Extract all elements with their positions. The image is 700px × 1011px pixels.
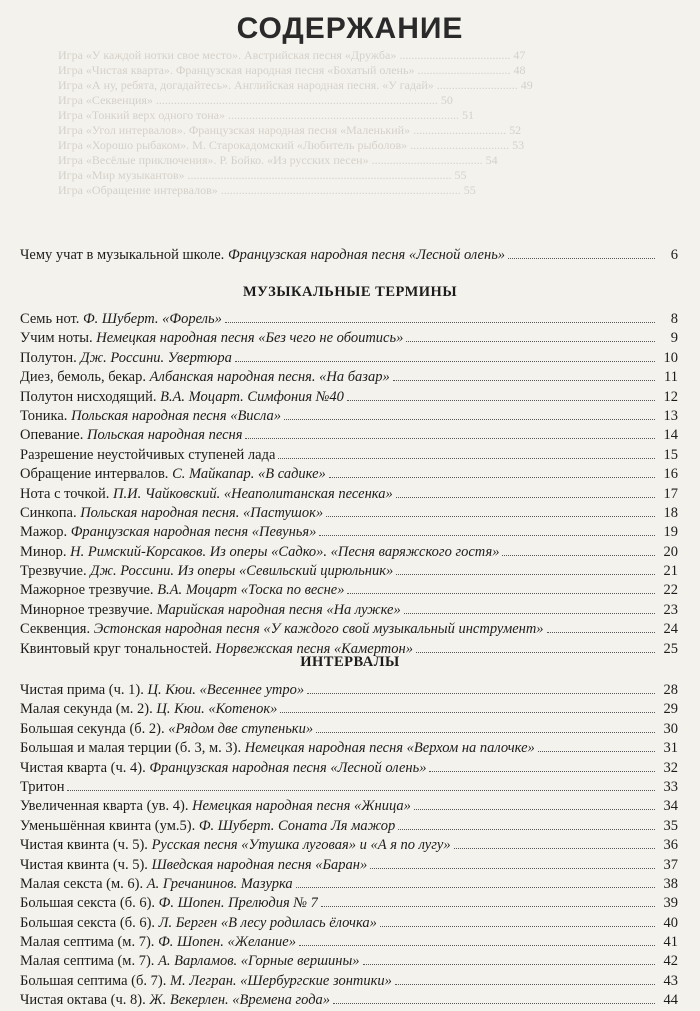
entry-topic: Большая секста (б. 6). xyxy=(20,895,156,912)
entry-work: Эстонская народная песня «У каждого свой музыкальный инструмент» xyxy=(93,621,544,638)
entry-topic: Квинтовый круг тональностей. xyxy=(20,640,212,657)
bleed-through-text: Игра «У каждой нотки свое место». Австрийская песня «Дружба» ..................................... 47 Игра «Чистая кварта». Французская народная песня «Бохатый олень» ............................... 48 Игра «А ну, ребята, догадайтесь». Английская народная песня. «У гадай» ........................... 49 Игра «Секвенция» .............................................................................................. 50 Игра «Тонкий верх одного тона» ............................................................................. 51 Игра «Угол интервалов». Французская народная песня «Маленький» ............................... 52 Игра «Хорошо рыбаком». М. Старокадомский «Любитель рыболов» ................................. 53 Игра «Весёлые приключения». Р. Бойко. «Из русских песен» ..................................... 54 Игра «Мир музыкантов» ........................................................................................ 55 Игра «Обращение интервалов» ................................................................................ 55 xyxy=(58,48,533,197)
toc-entry[interactable] xyxy=(20,836,678,855)
dot-leader xyxy=(299,945,655,946)
entry-text xyxy=(20,543,499,562)
entry-topic: Учим ноты. xyxy=(20,330,93,347)
entry-page-number: 31 xyxy=(663,740,678,757)
entry-topic: Малая секунда (м. 2). xyxy=(20,701,153,718)
toc-entry[interactable] xyxy=(20,620,678,639)
entry-page-number: 38 xyxy=(663,875,678,892)
dot-leader xyxy=(538,751,655,752)
entry-topic: Трезвучие. xyxy=(20,563,87,580)
entry-text xyxy=(20,581,344,600)
entry-text xyxy=(20,485,393,504)
entry-text xyxy=(20,856,367,875)
entry-text xyxy=(20,972,392,991)
dot-leader xyxy=(396,574,655,575)
dot-leader xyxy=(406,341,655,342)
entry-work: А. Варламов. «Горные вершины» xyxy=(158,953,360,970)
entry-text xyxy=(20,446,275,465)
entry-page-number: 19 xyxy=(663,524,678,541)
toc-entry[interactable] xyxy=(20,465,678,484)
entry-page-number: 18 xyxy=(663,504,678,521)
entry-text xyxy=(20,426,242,445)
dot-leader xyxy=(296,887,655,888)
dot-leader xyxy=(396,497,655,498)
entry-work: Французская народная песня «Певунья» xyxy=(70,524,317,541)
entry-page-number: 22 xyxy=(663,582,678,599)
dot-leader xyxy=(225,322,655,323)
entry-work: Русская песня «Утушка луговая» и «А я по лугу» xyxy=(151,837,451,854)
entry-page-number: 32 xyxy=(663,759,678,776)
entry-topic: Обращение интервалов. xyxy=(20,466,169,483)
toc-entry[interactable] xyxy=(20,991,678,1010)
entry-page-number: 34 xyxy=(663,798,678,815)
dot-leader xyxy=(326,516,655,517)
toc-entry[interactable] xyxy=(20,933,678,952)
toc-entry[interactable] xyxy=(20,246,678,265)
entry-work: В.А. Моцарт «Тоска по весне» xyxy=(157,582,345,599)
entry-page-number: 44 xyxy=(663,992,678,1009)
entry-work: Польская народная песня. «Пастушок» xyxy=(80,504,324,521)
toc-entry[interactable] xyxy=(20,368,678,387)
entry-text xyxy=(20,797,411,816)
entry-page-number: 14 xyxy=(663,427,678,444)
entry-page-number: 20 xyxy=(663,543,678,560)
toc-entry[interactable] xyxy=(20,778,678,797)
toc-entry[interactable] xyxy=(20,797,678,816)
dot-leader xyxy=(404,613,655,614)
entry-text xyxy=(20,523,316,542)
entry-work: Ц. Кюи. «Весеннее утро» xyxy=(147,682,305,698)
toc-entry[interactable] xyxy=(20,388,678,407)
toc-entry[interactable] xyxy=(20,329,678,348)
entry-text xyxy=(20,368,390,387)
entry-text xyxy=(20,601,401,620)
entry-topic: Большая и малая терции (б. 3, м. 3). xyxy=(20,740,242,757)
entry-work: Ф. Шопен. «Желание» xyxy=(158,934,296,951)
entry-work: Албанская народная песня. «На базар» xyxy=(149,369,390,386)
entry-topic: Полутон нисходящий. xyxy=(20,388,157,405)
entry-topic: Малая септима (м. 7). xyxy=(20,934,155,951)
entry-text xyxy=(20,465,326,484)
entry-page-number: 23 xyxy=(663,601,678,618)
entry-topic: Минор. xyxy=(20,543,67,560)
entry-page-number: 9 xyxy=(670,330,678,347)
dot-leader xyxy=(395,984,655,985)
toc-entry[interactable] xyxy=(20,349,678,368)
entry-text xyxy=(20,504,323,523)
entry-work: Н. Римский-Корсаков. Из оперы «Садко». «Песня варяжского гостя» xyxy=(70,543,500,560)
entry-page-number: 42 xyxy=(663,953,678,970)
entry-text xyxy=(20,933,296,952)
entry-work: Дж. Россини. Из оперы «Севильский цирюльник» xyxy=(90,563,394,580)
entry-work: Ф. Шуберт. Соната Ля мажор xyxy=(198,817,396,834)
entry-topic: Семь нот. xyxy=(20,311,80,327)
entry-page-number: 10 xyxy=(663,349,678,366)
entry-text xyxy=(20,759,426,778)
dot-leader xyxy=(319,535,655,536)
toc-entry[interactable] xyxy=(20,581,678,600)
dot-leader xyxy=(278,458,655,459)
dot-leader xyxy=(429,771,655,772)
entry-page-number: 11 xyxy=(664,369,678,386)
entry-page-number: 21 xyxy=(663,563,678,580)
entry-topic: Нота с точкой. xyxy=(20,485,110,502)
dot-leader xyxy=(416,652,655,653)
entry-work: Ж. Векерлен. «Времена года» xyxy=(149,992,331,1009)
entry-text xyxy=(20,681,304,700)
toc-entry[interactable] xyxy=(20,720,678,739)
dot-leader xyxy=(380,926,655,927)
entry-work: Ф. Шопен. Прелюдия № 7 xyxy=(158,895,318,912)
intro-entry xyxy=(20,246,678,265)
toc-entry[interactable] xyxy=(20,681,678,700)
entry-work: Ф. Шуберт. «Форель» xyxy=(83,311,222,327)
entry-topic: Большая септима (б. 7). xyxy=(20,972,167,989)
dot-leader xyxy=(245,438,655,439)
dot-leader xyxy=(280,712,655,713)
entry-text xyxy=(20,952,360,971)
entry-topic: Разрешение неустойчивых ступеней лада xyxy=(20,446,276,463)
toc-entry[interactable] xyxy=(20,894,678,913)
entry-text xyxy=(20,388,344,407)
toc-entry[interactable] xyxy=(20,446,678,465)
entry-topic: Чистая квинта (ч. 5). xyxy=(20,837,148,854)
dot-leader xyxy=(284,419,655,420)
entry-page-number: 33 xyxy=(663,778,678,795)
entry-work: Польская народная песня xyxy=(86,427,243,444)
dot-leader xyxy=(307,693,655,694)
entry-topic: Полутон. xyxy=(20,349,77,366)
entry-page-number: 41 xyxy=(663,934,678,951)
entry-work: Ц. Кюи. «Котенок» xyxy=(156,701,278,718)
dot-leader xyxy=(393,380,655,381)
entry-text xyxy=(20,700,277,719)
entry-page-number: 15 xyxy=(663,446,678,463)
entry-work: Немецкая народная песня «Без чего не обоитись» xyxy=(96,330,404,347)
entry-work: Шведская народная песня «Баран» xyxy=(151,856,368,873)
toc-entry[interactable] xyxy=(20,562,678,581)
entry-topic: Секвенция. xyxy=(20,621,91,638)
entry-text xyxy=(20,991,330,1010)
dot-leader xyxy=(321,906,655,907)
entry-work: Л. Берген «В лесу родилась ёлочка» xyxy=(158,914,377,931)
entry-text xyxy=(20,739,535,758)
dot-leader xyxy=(67,790,655,791)
entry-text xyxy=(20,329,403,348)
toc-entry[interactable] xyxy=(20,523,678,542)
dot-leader xyxy=(414,809,655,810)
entry-work: С. Майкапар. «В садике» xyxy=(172,466,326,483)
entry-work: Французская народная песня «Лесной олень» xyxy=(227,247,506,263)
entry-topic: Увеличенная кварта (ув. 4). xyxy=(20,798,189,815)
entry-page-number: 8 xyxy=(670,311,678,327)
entry-work: Польская народная песня «Висла» xyxy=(71,407,281,424)
entry-topic: Тритон xyxy=(20,778,65,795)
entry-work: Марийская народная песня «На лужке» xyxy=(156,601,401,618)
entry-text xyxy=(20,836,451,855)
entry-page-number: 16 xyxy=(663,466,678,483)
toc-entry[interactable] xyxy=(20,407,678,426)
dot-leader xyxy=(235,361,655,362)
entry-work: П.И. Чайковский. «Неаполитанская песенка» xyxy=(113,485,393,502)
entry-text xyxy=(20,894,318,913)
entry-text xyxy=(20,310,222,329)
entry-work: Дж. Россини. Увертюра xyxy=(80,349,232,366)
dot-leader xyxy=(316,732,655,733)
entry-topic: Уменьшённая квинта (ум.5). xyxy=(20,817,196,834)
toc-entry[interactable] xyxy=(20,543,678,562)
entry-topic: Большая секунда (б. 2). xyxy=(20,720,165,737)
toc-entry[interactable] xyxy=(20,310,678,329)
section-heading-intervals: ИНТЕРВАЛЫ xyxy=(300,654,400,670)
entry-topic: Чистая октава (ч. 8). xyxy=(20,992,146,1009)
entry-page-number: 35 xyxy=(663,817,678,834)
dot-leader xyxy=(347,593,655,594)
entry-topic: Мажор. xyxy=(20,524,68,541)
entry-topic: Мажорное трезвучие. xyxy=(20,582,154,599)
toc-entry[interactable] xyxy=(20,426,678,445)
entry-page-number: 13 xyxy=(663,407,678,424)
entry-work: Французская народная песня «Лесной олень» xyxy=(149,759,427,776)
dot-leader xyxy=(333,1003,655,1004)
entry-work: Норвежская песня «Камертон» xyxy=(215,640,413,657)
entry-work: «Рядом две ступеньки» xyxy=(168,720,314,737)
entry-text xyxy=(20,246,505,265)
entry-text xyxy=(20,720,313,739)
toc-entry[interactable] xyxy=(20,952,678,971)
dot-leader xyxy=(398,829,655,830)
entry-text xyxy=(20,620,544,639)
entry-page-number: 6 xyxy=(670,247,678,263)
entry-topic: Опевание. xyxy=(20,427,84,444)
entry-topic: Большая секста (б. 6). xyxy=(20,914,156,931)
entry-text xyxy=(20,875,293,894)
toc-entry[interactable] xyxy=(20,856,678,875)
entry-topic: Чистая кварта (ч. 4). xyxy=(20,759,146,776)
entry-topic: Чистая квинта (ч. 5). xyxy=(20,856,148,873)
section-heading-musical-terms: МУЗЫКАЛЬНЫЕ ТЕРМИНЫ xyxy=(242,284,458,300)
entry-page-number: 43 xyxy=(663,972,678,989)
entry-work: Немецкая народная песня «Верхом на палочке» xyxy=(244,740,535,757)
entry-text xyxy=(20,778,64,797)
intervals-list xyxy=(20,681,678,1011)
dot-leader xyxy=(347,400,655,401)
entry-page-number: 25 xyxy=(663,640,678,657)
toc-entry[interactable] xyxy=(20,759,678,778)
entry-work: М. Легран. «Шербургские зонтики» xyxy=(169,972,392,989)
toc-entry[interactable] xyxy=(20,914,678,933)
entry-topic: Диез, бемоль, бекар. xyxy=(20,369,146,386)
entry-page-number: 36 xyxy=(663,837,678,854)
entry-page-number: 12 xyxy=(663,388,678,405)
entry-text xyxy=(20,817,395,836)
entry-page-number: 30 xyxy=(663,720,678,737)
toc-entry[interactable] xyxy=(20,972,678,991)
entry-page-number: 37 xyxy=(663,856,678,873)
entry-page-number: 17 xyxy=(663,485,678,502)
dot-leader xyxy=(370,868,655,869)
entry-topic: Чему учат в музыкальной школе. xyxy=(20,247,225,263)
entry-page-number: 40 xyxy=(663,914,678,931)
entry-page-number: 39 xyxy=(663,895,678,912)
entry-topic: Минорное трезвучие. xyxy=(20,601,153,618)
entry-page-number: 29 xyxy=(663,701,678,718)
entry-text xyxy=(20,349,232,368)
entry-topic: Малая секста (м. 6). xyxy=(20,875,144,892)
toc-entry[interactable] xyxy=(20,700,678,719)
entry-work: В.А. Моцарт. Симфония №40 xyxy=(160,388,344,405)
toc-entry[interactable] xyxy=(20,817,678,836)
dot-leader xyxy=(454,848,655,849)
toc-entry[interactable] xyxy=(20,485,678,504)
page-title: СОДЕРЖАНИЕ xyxy=(236,12,464,45)
dot-leader xyxy=(329,477,655,478)
dot-leader xyxy=(547,632,655,633)
dot-leader xyxy=(363,964,655,965)
toc-entry[interactable] xyxy=(20,739,678,758)
entry-work: А. Гречанинов. Мазурка xyxy=(146,875,293,892)
entry-page-number: 24 xyxy=(663,621,678,638)
entry-work: Немецкая народная песня «Жница» xyxy=(192,798,411,815)
entry-topic: Тоника. xyxy=(20,407,68,424)
toc-entry[interactable] xyxy=(20,601,678,620)
toc-entry[interactable] xyxy=(20,875,678,894)
musical-terms-list xyxy=(20,310,678,659)
entry-text xyxy=(20,407,281,426)
dot-leader xyxy=(508,258,655,259)
entry-topic: Малая септима (м. 7). xyxy=(20,953,155,970)
dot-leader xyxy=(502,555,655,556)
entry-page-number: 28 xyxy=(663,682,678,698)
toc-entry[interactable] xyxy=(20,504,678,523)
entry-topic: Синкопа. xyxy=(20,504,77,521)
entry-topic: Чистая прима (ч. 1). xyxy=(20,682,144,698)
entry-text xyxy=(20,914,377,933)
entry-text xyxy=(20,562,393,581)
